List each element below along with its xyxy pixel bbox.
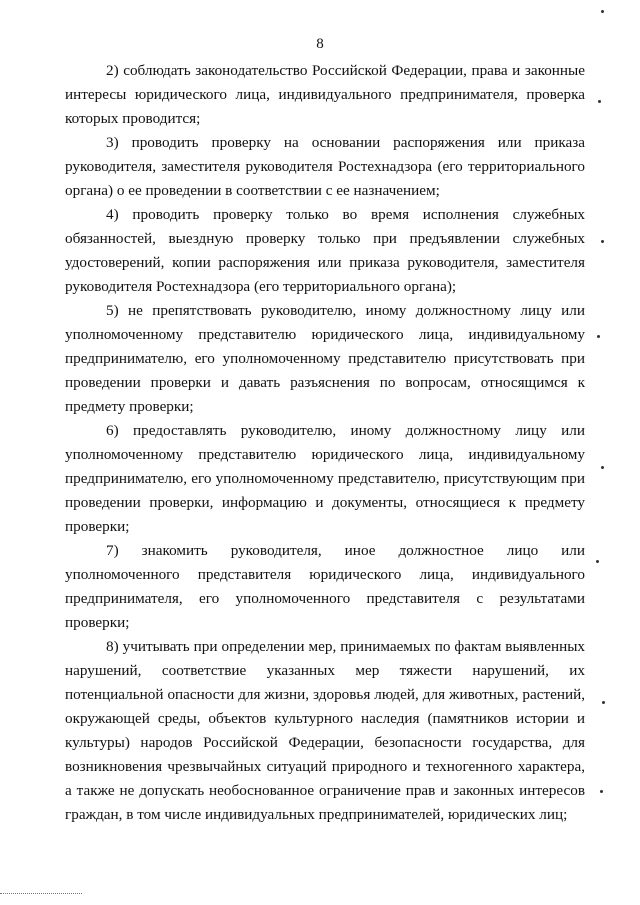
paragraph-item-4: 4) проводить проверку только во время исполнения служебных обязанностей, выездную проверку только при предъявлении служебных удостоверений, копии распоряжения или приказа руководителя, заместителя руководителя Ростехнадзора (его территориального органа); (65, 206, 585, 295)
paragraph-item-3: 3) проводить проверку на основании распоряжения или приказа руководителя, заместителя руководителя Ростехнадзора (его территориального органа) о ее проведении в соответствии с ее назначением; (65, 134, 585, 199)
paragraph-item-6: 6) предоставлять руководителю, иному должностному лицу или уполномоченному представителю юридического лица, индивидуальному предпринимателю, его уполномоченному представителю, присутствующим при проведении проверки, информацию и документы, относящиеся к предмету проверки; (65, 422, 585, 535)
scan-artifact-dot (602, 701, 605, 704)
scan-artifact-line (0, 893, 82, 894)
scan-artifact-dot (601, 466, 604, 469)
scan-artifact-dot (601, 240, 604, 243)
scan-artifact-dot (596, 560, 599, 563)
scan-artifact-dot (597, 335, 600, 338)
paragraph-item-5: 5) не препятствовать руководителю, иному должностному лицу или уполномоченному представителю юридического лица, индивидуальному предпринимателю, его уполномоченному представителю присутствовать при проведении проверки и давать разъяснения по вопросам, относящимся к предмету проверки; (65, 302, 585, 415)
paragraph-item-8: 8) учитывать при определении мер, принимаемых по фактам выявленных нарушений, соответствие указанных мер тяжести нарушений, их потенциальной опасности для жизни, здоровья людей, для животных, растений, окружающей среды, объектов культурного наследия (памятников истории и культуры) народов Российской Федерации, безопасности государства, для возникновения чрезвычайных ситуаций природного и техногенного характера, а также не допускать необоснованное ограничение прав и законных интересов граждан, в том числе индивидуальных предпринимателей, юридических лиц; (65, 638, 585, 823)
paragraph-item-7: 7) знакомить руководителя, иное должностное лицо или уполномоченного представителя юридического лица, индивидуального предпринимателя, его уполномоченного представителя с результатами проверки; (65, 542, 585, 631)
scan-artifact-dot (601, 10, 604, 13)
paragraph-item-2: 2) соблюдать законодательство Российской Федерации, права и законные интересы юридического лица, индивидуального предпринимателя, проверка которых проводится; (65, 62, 585, 127)
scan-artifact-dot (600, 790, 603, 793)
page-number: 8 (316, 36, 324, 52)
scan-artifact-dot (598, 100, 601, 103)
body-text (65, 59, 585, 827)
